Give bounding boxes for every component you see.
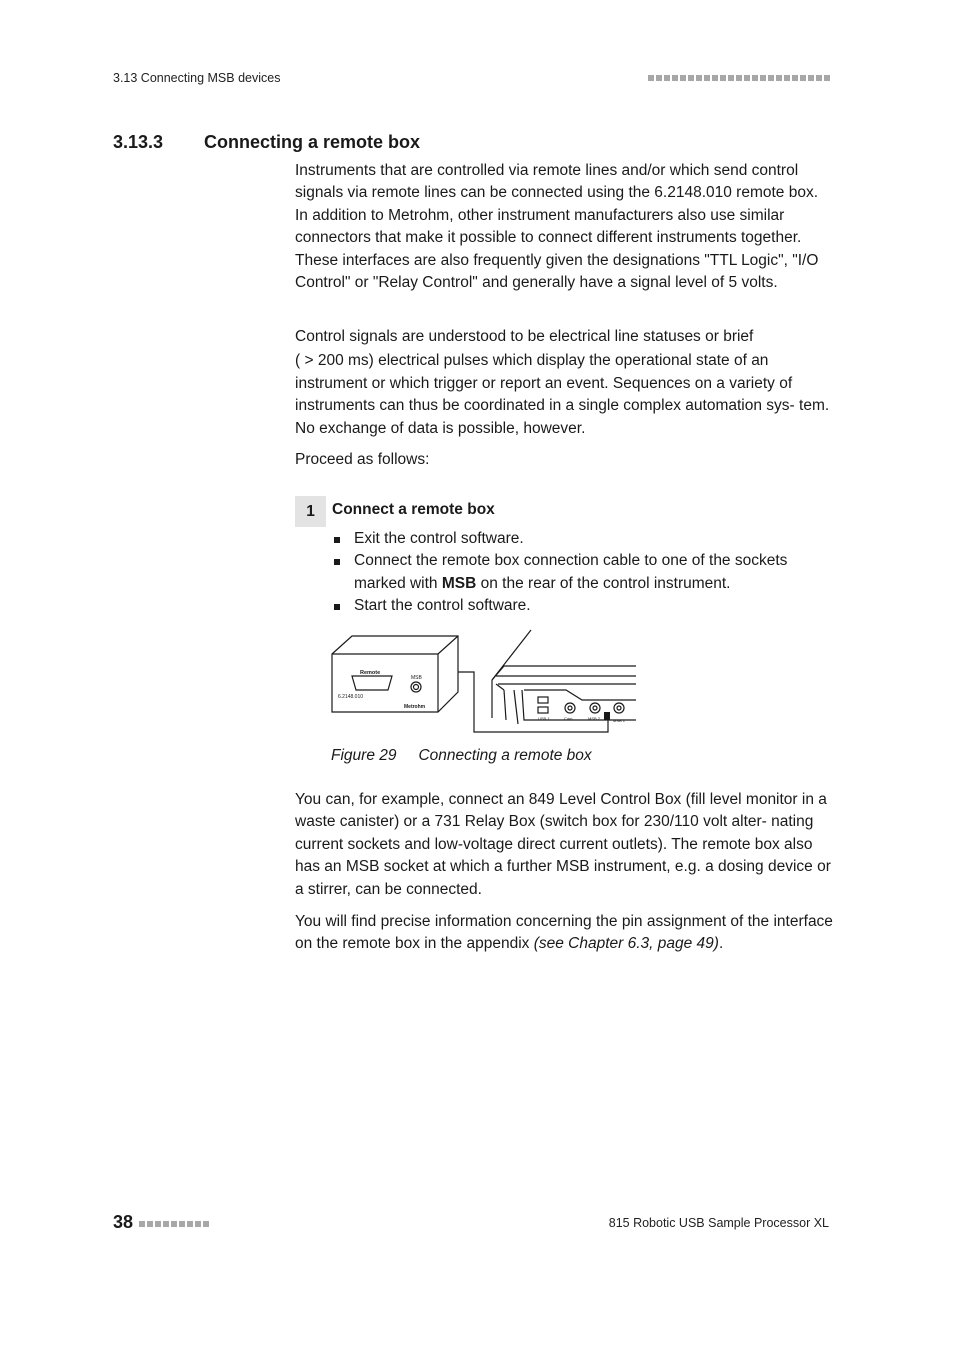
footer-dot-bar <box>139 1221 209 1227</box>
port-msb2-label: MSB 2 <box>588 716 601 721</box>
decorative-dot <box>696 75 702 81</box>
decorative-dot <box>648 75 654 81</box>
decorative-dot <box>688 75 694 81</box>
section-number: 3.13.3 <box>113 132 164 152</box>
decorative-dot <box>179 1221 185 1227</box>
section-title: Connecting a remote box <box>204 132 421 152</box>
list-item-text: Exit the control software. <box>354 530 524 547</box>
paragraph-intro <box>295 160 835 294</box>
paragraph-text: Proceed as follows: <box>295 451 430 468</box>
paragraph-line: Control signals are understood to be electrical line statuses or brief <box>295 328 754 345</box>
decorative-dot <box>163 1221 169 1227</box>
decorative-dot <box>736 75 742 81</box>
paragraph-text: ( > 200 ms) electrical pulses which display the operational state of an instrument or which trigger or report an event. Sequences on a variety of instruments can thus be coordinated in a single complex automation sys- tem. No exchange of data is possible, however. <box>295 352 830 437</box>
paragraph-control-signals <box>295 326 835 440</box>
decorative-dot <box>792 75 798 81</box>
list-item-text: Connect the remote box connection cable to one of the sockets marked with <box>354 552 788 592</box>
paragraph-text: You can, for example, connect an 849 Level Control Box (fill level monitor in a waste canister) or a 731 Relay Box (switch box for 230/110 volt alter- nating current sockets and low-voltage direct current outlets). The remote box also has an MSB socket at which a further MSB instrument, e.g. a dosing device or a stirrer, can be connected. <box>295 791 831 898</box>
box-brand: Metrohm <box>404 704 426 710</box>
list-item <box>332 550 832 595</box>
port-msb1-label: MSB 1 <box>613 718 626 723</box>
decorative-dot <box>728 75 734 81</box>
header-dot-bar <box>648 75 830 81</box>
list-item <box>332 528 832 550</box>
box-label: Remote <box>360 670 381 676</box>
decorative-dot <box>195 1221 201 1227</box>
list-item <box>332 595 832 617</box>
paragraph-proceed <box>295 449 835 471</box>
decorative-dot <box>784 75 790 81</box>
step-number-badge: 1 <box>295 496 326 527</box>
decorative-dot <box>752 75 758 81</box>
port-cam-label: Cam <box>564 716 573 721</box>
decorative-dot <box>656 75 662 81</box>
paragraph-pin-assignment <box>295 911 835 956</box>
cross-reference-link[interactable]: (see Chapter 6.3, page 49) <box>533 935 719 953</box>
decorative-dot <box>680 75 686 81</box>
decorative-dot <box>704 75 710 81</box>
decorative-dot <box>187 1221 193 1227</box>
step-title: Connect a remote box <box>332 501 495 518</box>
figure-caption <box>331 747 592 765</box>
decorative-dot <box>824 75 830 81</box>
decorative-dot <box>712 75 718 81</box>
decorative-dot <box>171 1221 177 1227</box>
msb-emphasis: MSB <box>441 574 477 592</box>
product-name: 815 Robotic USB Sample Processor XL <box>608 1216 829 1230</box>
decorative-dot <box>768 75 774 81</box>
paragraph-text: Instruments that are controlled via remote lines and/or which send control signals via remote lines can be connected using the 6.2148.010 remote box. In addition to Metrohm, other instrument manufacturers also use similar connectors that make it possible to connect different instruments together. These interfaces are also frequently given the designations "TTL Logic", "I/O Control" or "Relay Control" and generally have a signal level of 5 volts. <box>295 162 819 292</box>
decorative-dot <box>672 75 678 81</box>
decorative-dot <box>664 75 670 81</box>
box-msb-label: MSB <box>411 675 422 681</box>
decorative-dot <box>744 75 750 81</box>
decorative-dot <box>147 1221 153 1227</box>
paragraph-text <box>295 911 835 956</box>
decorative-dot <box>139 1221 145 1227</box>
figure-title: Connecting a remote box <box>418 747 592 764</box>
decorative-dot <box>203 1221 209 1227</box>
running-header: 3.13 Connecting MSB devices <box>113 71 281 85</box>
page-number: 38 <box>113 1212 134 1232</box>
decorative-dot <box>776 75 782 81</box>
paragraph-span: You will find precise information concerning the pin assignment of the interface on the remote box in the appendix <box>295 913 833 953</box>
decorative-dot <box>800 75 806 81</box>
paragraph-examples <box>295 789 835 901</box>
decorative-dot <box>155 1221 161 1227</box>
decorative-dot <box>720 75 726 81</box>
step-bullet-list <box>332 528 832 618</box>
paragraph-span: . <box>718 935 724 953</box>
box-part-number: 6.2148.010 <box>338 694 364 700</box>
remote-box-connection-illustration <box>326 628 638 736</box>
figure-label: Figure 29 <box>331 747 397 764</box>
decorative-dot <box>816 75 822 81</box>
port-usb-label: USB 1 <box>538 716 550 721</box>
decorative-dot <box>808 75 814 81</box>
list-item-text: Start the control software. <box>354 597 531 615</box>
list-item-text: on the rear of the control instrument. <box>476 574 731 592</box>
decorative-dot <box>760 75 766 81</box>
